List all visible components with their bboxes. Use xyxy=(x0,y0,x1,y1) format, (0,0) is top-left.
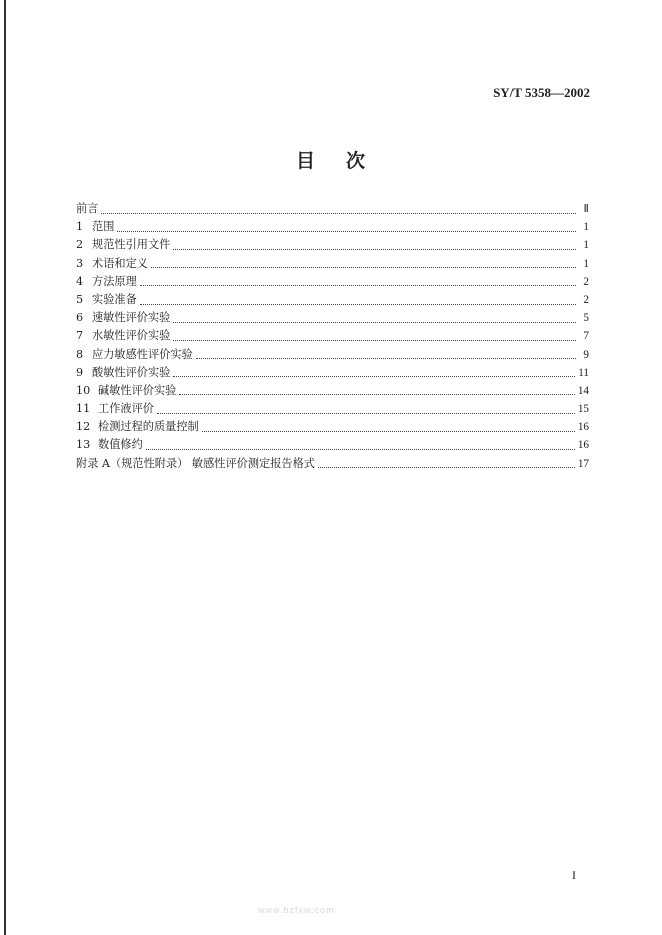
toc-entry[interactable] xyxy=(76,346,589,364)
toc-leader-dots xyxy=(117,231,576,232)
title-part-2: 次 xyxy=(346,150,367,172)
toc-entry-number: 9 xyxy=(76,365,84,379)
toc-entry[interactable] xyxy=(76,418,589,436)
toc-entry-label: 11 工作液评价 xyxy=(76,400,154,418)
toc-leader-dots xyxy=(146,449,575,450)
toc-entry[interactable] xyxy=(76,255,589,273)
toc-entry-number: 3 xyxy=(76,256,84,270)
toc-entry-page: 11 xyxy=(578,366,589,379)
toc-entry-page: Ⅱ xyxy=(583,203,589,215)
toc-entry[interactable] xyxy=(76,236,589,254)
table-of-contents xyxy=(76,200,589,473)
toc-entry-number: 7 xyxy=(76,329,84,343)
toc-entry-page: 9 xyxy=(583,348,589,361)
toc-entry-preface[interactable] xyxy=(76,200,589,218)
toc-entry[interactable] xyxy=(76,273,589,291)
toc-entry-label: 9 酸敏性评价实验 xyxy=(76,364,170,382)
toc-entry-label: 前言 xyxy=(76,202,99,215)
toc-entry-page: 16 xyxy=(577,439,589,452)
toc-entry[interactable] xyxy=(76,327,589,345)
toc-entry-page: 2 xyxy=(583,275,589,288)
toc-leader-dots xyxy=(202,431,575,432)
toc-entry-page: 16 xyxy=(577,421,589,434)
toc-leader-dots xyxy=(151,267,576,268)
toc-entry-number: 1 xyxy=(76,220,84,234)
toc-entry[interactable] xyxy=(76,218,589,236)
toc-entry-page: 1 xyxy=(583,239,589,252)
toc-entry-number: 5 xyxy=(76,292,84,306)
toc-entry-label: 4 方法原理 xyxy=(76,273,137,291)
toc-entry-number: 4 xyxy=(76,274,84,288)
toc-leader-dots xyxy=(173,340,576,341)
title-part-1: 目 xyxy=(295,150,316,172)
toc-entry-page: 1 xyxy=(583,221,589,234)
toc-leader-dots xyxy=(196,358,576,359)
page-edge-rule xyxy=(4,0,6,935)
toc-entry-label: 13 数值修约 xyxy=(76,436,143,454)
page-title xyxy=(0,146,662,173)
toc-entry-number: 8 xyxy=(76,347,84,361)
watermark: www.bzfxw.com xyxy=(258,905,335,915)
toc-entry-appendix-a[interactable] xyxy=(76,455,589,473)
toc-leader-dots xyxy=(173,249,576,250)
toc-leader-dots xyxy=(157,413,575,414)
toc-leader-dots xyxy=(173,376,575,377)
toc-entry-page: 7 xyxy=(583,330,589,343)
toc-entry-label: 2 规范性引用文件 xyxy=(76,236,170,254)
toc-entry-number: 12 xyxy=(76,420,91,434)
toc-entry-page: 5 xyxy=(583,312,589,325)
toc-entry-label: 5 实验准备 xyxy=(76,291,137,309)
toc-entry-page: 2 xyxy=(583,293,589,306)
toc-leader-dots xyxy=(140,285,576,286)
toc-entry-label: 1 范围 xyxy=(76,218,114,236)
toc-entry-label: 附录 A（规范性附录） 敏感性评价测定报告格式 xyxy=(76,456,315,470)
toc-entry-number: 11 xyxy=(76,402,91,416)
toc-leader-dots xyxy=(101,213,576,214)
toc-entry-label: 10 碱敏性评价实验 xyxy=(76,382,176,400)
page-number: I xyxy=(572,868,576,882)
toc-entry-number: 6 xyxy=(76,311,84,325)
toc-entry[interactable] xyxy=(76,291,589,309)
toc-leader-dots xyxy=(173,322,576,323)
toc-entry-label: 3 术语和定义 xyxy=(76,255,148,273)
toc-entry-label: 8 应力敏感性评价实验 xyxy=(76,346,193,364)
toc-entry[interactable] xyxy=(76,364,589,382)
toc-entry[interactable] xyxy=(76,382,589,400)
toc-leader-dots xyxy=(140,304,576,305)
standard-code: SY/T 5358—2002 xyxy=(493,85,590,100)
toc-entry-label: 7 水敏性评价实验 xyxy=(76,327,170,345)
toc-entry-page: 14 xyxy=(577,384,589,397)
toc-entry-number: 13 xyxy=(76,438,91,452)
toc-entry-number: 2 xyxy=(76,238,84,252)
toc-entry[interactable] xyxy=(76,309,589,327)
toc-leader-dots xyxy=(179,394,574,395)
toc-entry-label: 12 检测过程的质量控制 xyxy=(76,418,199,436)
toc-leader-dots xyxy=(318,467,575,468)
toc-entry-number: 10 xyxy=(76,383,91,397)
toc-entry-page: 15 xyxy=(577,403,589,416)
toc-entry-page: 1 xyxy=(583,257,589,270)
toc-entry-page: 17 xyxy=(577,457,589,470)
toc-entry[interactable] xyxy=(76,436,589,454)
toc-entry-label: 6 速敏性评价实验 xyxy=(76,309,170,327)
toc-entry[interactable] xyxy=(76,400,589,418)
